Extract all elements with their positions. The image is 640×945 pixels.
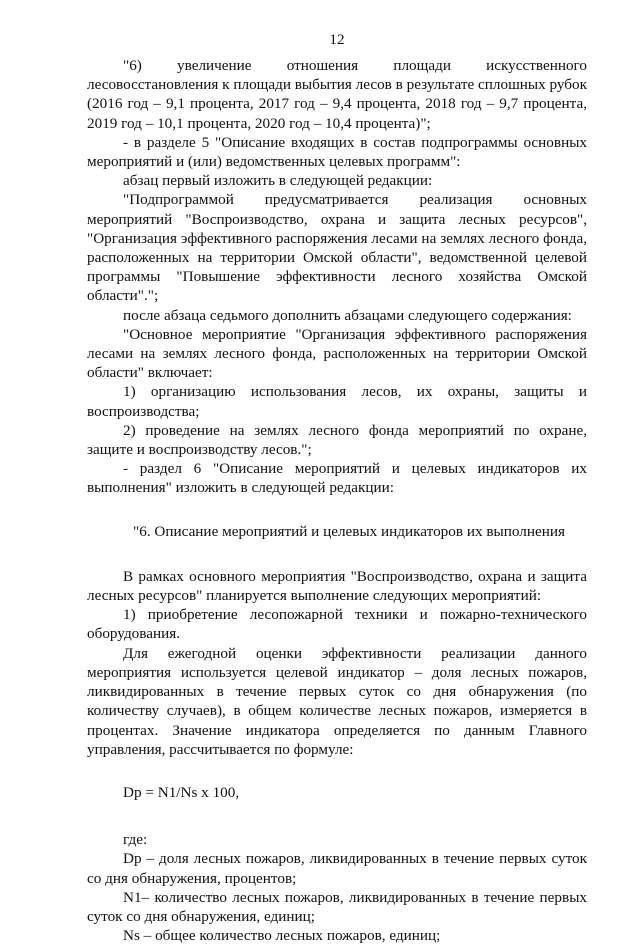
document-page — [87, 0, 587, 945]
paragraph-section-6: - раздел 6 "Описание мероприятий и целевых индикаторов их выполнения" изложить в следующей редакции: — [87, 460, 587, 497]
paragraph-indicator: Для ежегодной оценки эффективности реализации данного мероприятия используется целевой индикатор – доля лесных пожаров, ликвидированных в течение первых суток со дня обнаружения (по количеству случаев), в общем количестве лесных пожаров, измеряется в процентах. Значение индикатора определяется по данным Главного управления, рассчитывается по формуле: — [87, 644, 587, 758]
paragraph-item-6: "6) увеличение отношения площади искусственного лесовосстановления к площади выбытия лесов в результате сплошных рубок (2016 год – 9,1 процента, 2017 год – 9,4 процента, 2018 год – 9,7 процента, 2019 год – 10,1 процента, 2020 год – 10,4 процента)"; — [87, 57, 587, 132]
formula: Dp = N1/Ns x 100, — [123, 783, 240, 801]
paragraph-main-measure: "Основное мероприятие "Организация эффективного распоряжения лесами на землях лесного фонда, расположенных на территории Омской области" включает: — [87, 325, 587, 382]
paragraph-first-abzac: абзац первый изложить в следующей редакции: — [123, 172, 433, 190]
list-item-equipment: 1) приобретение лесопожарной техники и пожарно-технического оборудования. — [87, 606, 587, 643]
paragraph-quote-subprogram: "Подпрограммой предусматривается реализация основных мероприятий "Воспроизводство, охрана и защита лесных ресурсов", "Организация эффективного распоряжения лесами на землях лесного фонда, расположенных на территории Омской области", ведомственной целевой программы "Повышение эффективности лесного хозяйства Омской области"."; — [87, 191, 587, 305]
where-label: где: — [123, 831, 148, 849]
list-item-2: 2) проведение на землях лесного фонда мероприятий по охране, защите и воспроизводству лесов."; — [87, 421, 587, 459]
definition-dp: Dp – доля лесных пожаров, ликвидированных в течение первых суток со дня обнаружения, процентов; — [87, 850, 587, 887]
definition-n1: N1– количество лесных пожаров, ликвидированных в течение первых суток со дня обнаружения, единиц; — [87, 888, 587, 925]
page-number: 12 — [329, 31, 345, 48]
paragraph-section-5: - в разделе 5 "Описание входящих в состав подпрограммы основных мероприятий и (или) ведомственных целевых программ": — [87, 133, 587, 171]
section-heading: "6. Описание мероприятий и целевых индикаторов их выполнения — [133, 522, 565, 540]
paragraph-main-measure-2: В рамках основного мероприятия "Воспроизводство, охрана и защита лесных ресурсов" планируется выполнение следующих мероприятий: — [87, 567, 587, 605]
paragraph-after-seventh: после абзаца седьмого дополнить абзацами следующего содержания: — [123, 306, 572, 324]
list-item-1: 1) организацию использования лесов, их охраны, защиты и воспроизводства; — [87, 383, 587, 420]
definition-ns: Ns – общее количество лесных пожаров, единиц; — [123, 927, 441, 945]
